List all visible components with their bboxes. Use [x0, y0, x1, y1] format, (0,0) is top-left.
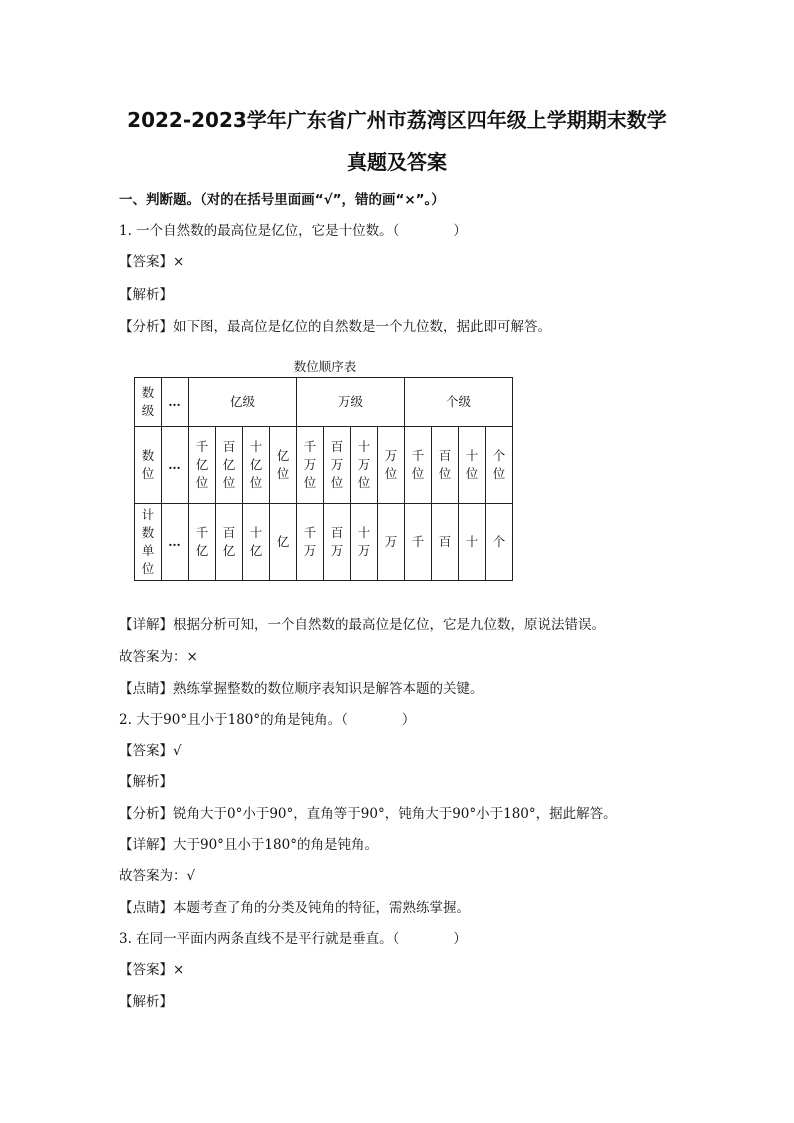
- q2-question: 2. 大于90°且小于180°的角是钝角。（ ）: [119, 712, 416, 728]
- table-caption: 数位顺序表: [293, 359, 357, 374]
- ellipsis-cell: …: [162, 427, 189, 504]
- q3-answer-tag: 【答案】: [119, 962, 173, 978]
- q3-question: 3. 在同一平面内两条直线不是平行就是垂直。（ ）: [119, 931, 467, 947]
- row-label-unit: 计数单位: [135, 504, 162, 581]
- q2-fenxi: 锐角大于0°小于90°，直角等于90°，钝角大于90°小于180°，据此解答。: [173, 806, 617, 822]
- q2-fenxi-tag: 【分析】: [119, 806, 173, 822]
- q2-analysis-tag: 【解析】: [119, 774, 173, 790]
- row-label-place: 数位: [135, 427, 162, 504]
- q1-fenxi-line: [119, 315, 551, 335]
- q1-dianjing-line: [119, 677, 484, 697]
- q2-fenxi-line: [119, 802, 617, 822]
- level-ge: 个级: [405, 378, 513, 427]
- q2-dianjing: 本题考查了角的分类及钝角的特征，需熟练掌握。: [173, 900, 470, 916]
- q3-answer: ×: [173, 962, 185, 978]
- q2-xiangjie-tag: 【详解】: [119, 837, 173, 853]
- unit-cell: 十万: [351, 504, 378, 581]
- q1-xiangjie-line: [119, 613, 605, 633]
- q1-xiangjie-tag: 【详解】: [119, 617, 173, 633]
- q1-xiangjie: 根据分析可知，一个自然数的最高位是亿位，它是九位数，原说法错误。: [173, 617, 605, 633]
- unit-cell: 千万: [297, 504, 324, 581]
- unit-cell: 亿: [270, 504, 297, 581]
- q2-dianjing-tag: 【点睛】: [119, 900, 173, 916]
- ellipsis-cell: …: [162, 504, 189, 581]
- unit-cell: 百亿: [216, 504, 243, 581]
- q1-dianjing: 熟练掌握整数的数位顺序表知识是解答本题的关键。: [173, 681, 484, 697]
- unit-cell: 万: [378, 504, 405, 581]
- section-heading: 一、判断题。（对的在括号里面画“√”，错的画“×”。）: [119, 192, 445, 208]
- q1-question: 1. 一个自然数的最高位是亿位，它是十位数。（ ）: [119, 223, 467, 239]
- unit-cell: 个: [486, 504, 513, 581]
- q2-dianjing-line: [119, 896, 470, 916]
- place-cell: 亿位: [270, 427, 297, 504]
- place-cell: 千位: [405, 427, 432, 504]
- q1-answer-tag: 【答案】: [119, 254, 173, 270]
- q3-answer-line: [119, 958, 184, 978]
- place-cell: 十位: [459, 427, 486, 504]
- place-cell: 个位: [486, 427, 513, 504]
- q2-xiangjie-line: [119, 833, 378, 853]
- unit-cell: 十亿: [243, 504, 270, 581]
- q2-xiangjie: 大于90°且小于180°的角是钝角。: [173, 837, 378, 853]
- q1-final-answer: 故答案为：×: [119, 649, 198, 665]
- place-cell: 万位: [378, 427, 405, 504]
- q1-fenxi-tag: 【分析】: [119, 319, 173, 335]
- unit-cell: 千: [405, 504, 432, 581]
- unit-cell: 百: [432, 504, 459, 581]
- q2-final-answer: 故答案为：√: [119, 868, 196, 884]
- unit-cell: 十: [459, 504, 486, 581]
- q1-answer: ×: [173, 254, 185, 270]
- q2-answer-tag: 【答案】: [119, 743, 173, 759]
- unit-cell: 百万: [324, 504, 351, 581]
- place-cell: 百亿位: [216, 427, 243, 504]
- place-cell: 百万位: [324, 427, 351, 504]
- q2-answer: √: [173, 743, 182, 759]
- ellipsis-cell: …: [162, 378, 189, 427]
- level-wan: 万级: [297, 378, 405, 427]
- place-cell: 十万位: [351, 427, 378, 504]
- q3-analysis-tag: 【解析】: [119, 994, 173, 1010]
- place-cell: 千万位: [297, 427, 324, 504]
- place-cell: 百位: [432, 427, 459, 504]
- document-title-line1: 2022-2023学年广东省广州市荔湾区四年级上学期期末数学: [127, 108, 667, 132]
- unit-cell: 千亿: [189, 504, 216, 581]
- q1-analysis-tag: 【解析】: [119, 287, 173, 303]
- q1-fenxi: 如下图，最高位是亿位的自然数是一个九位数，据此即可解答。: [173, 319, 551, 335]
- document-title-line2: 真题及答案: [347, 150, 447, 174]
- q1-answer-line: [119, 250, 184, 270]
- place-cell: 千亿位: [189, 427, 216, 504]
- q2-answer-line: [119, 739, 182, 759]
- place-value-table: [134, 377, 513, 581]
- place-cell: 十亿位: [243, 427, 270, 504]
- level-yi: 亿级: [189, 378, 297, 427]
- row-label-level: 数级: [135, 378, 162, 427]
- q1-dianjing-tag: 【点睛】: [119, 681, 173, 697]
